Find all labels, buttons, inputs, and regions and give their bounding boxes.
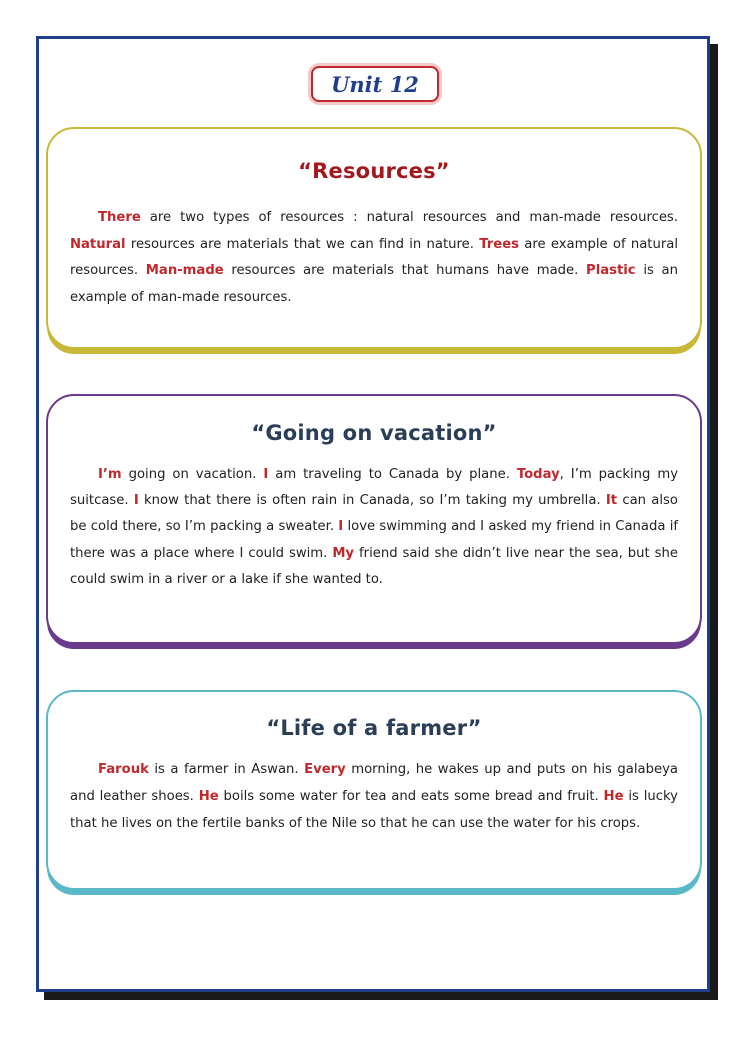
highlighted-word: He (603, 789, 624, 804)
section-title: “Resources” (298, 159, 450, 183)
section-paragraph: There are two types of resources : natural resources and man-made resources. Natural resources are materials that we can find in nature. Trees are example of natural resources. Man-made resources are materials that humans have made. Plastic is an example of man-made resources. (70, 210, 678, 305)
highlighted-word: I (338, 519, 344, 535)
highlighted-word: Today (516, 467, 560, 482)
highlighted-word: Plastic (586, 263, 636, 278)
section-paragraph: Farouk is a farmer in Aswan. Every morning, he wakes up and puts on his galabeya and leather shoes. He boils some water for tea and eats some bread and fruit. He is lucky that he lives on the fertile banks of the Nile so that he can use the water for his crops. (70, 762, 678, 831)
highlighted-word: He (198, 789, 219, 804)
section-paragraph: I’m going on vacation. I am traveling to Canada by plane. Today, I’m packing my suitcase. I know that there is often rain in Canada, so I’m taking my umbrella. It can also be cold there, so I’m packing a sweater. I love swimming and I asked my friend in Canada if there was a place where I could swim. My friend said she didn’t live near the sea, but she could swim in a river or a lake if she wanted to. (70, 467, 679, 587)
highlighted-word: It (605, 493, 618, 509)
highlighted-word: I (133, 493, 139, 509)
highlighted-word: Trees (479, 236, 519, 252)
section-resources (46, 127, 702, 349)
unit-badge: Unit 12 (311, 66, 439, 102)
highlighted-word: I (263, 467, 269, 482)
highlighted-word: There (98, 210, 141, 225)
highlighted-word: I’m (98, 467, 122, 482)
section-life-of-a-farmer (46, 690, 702, 890)
highlighted-word: Man-made (145, 263, 224, 278)
section-title: “Life of a farmer” (266, 716, 482, 740)
highlighted-word: Farouk (98, 762, 149, 777)
highlighted-word: Natural (70, 236, 126, 252)
highlighted-word: My (332, 545, 355, 561)
highlighted-word: Every (304, 762, 346, 777)
section-going-on-vacation (46, 394, 702, 644)
section-title: “Going on vacation” (251, 421, 497, 445)
